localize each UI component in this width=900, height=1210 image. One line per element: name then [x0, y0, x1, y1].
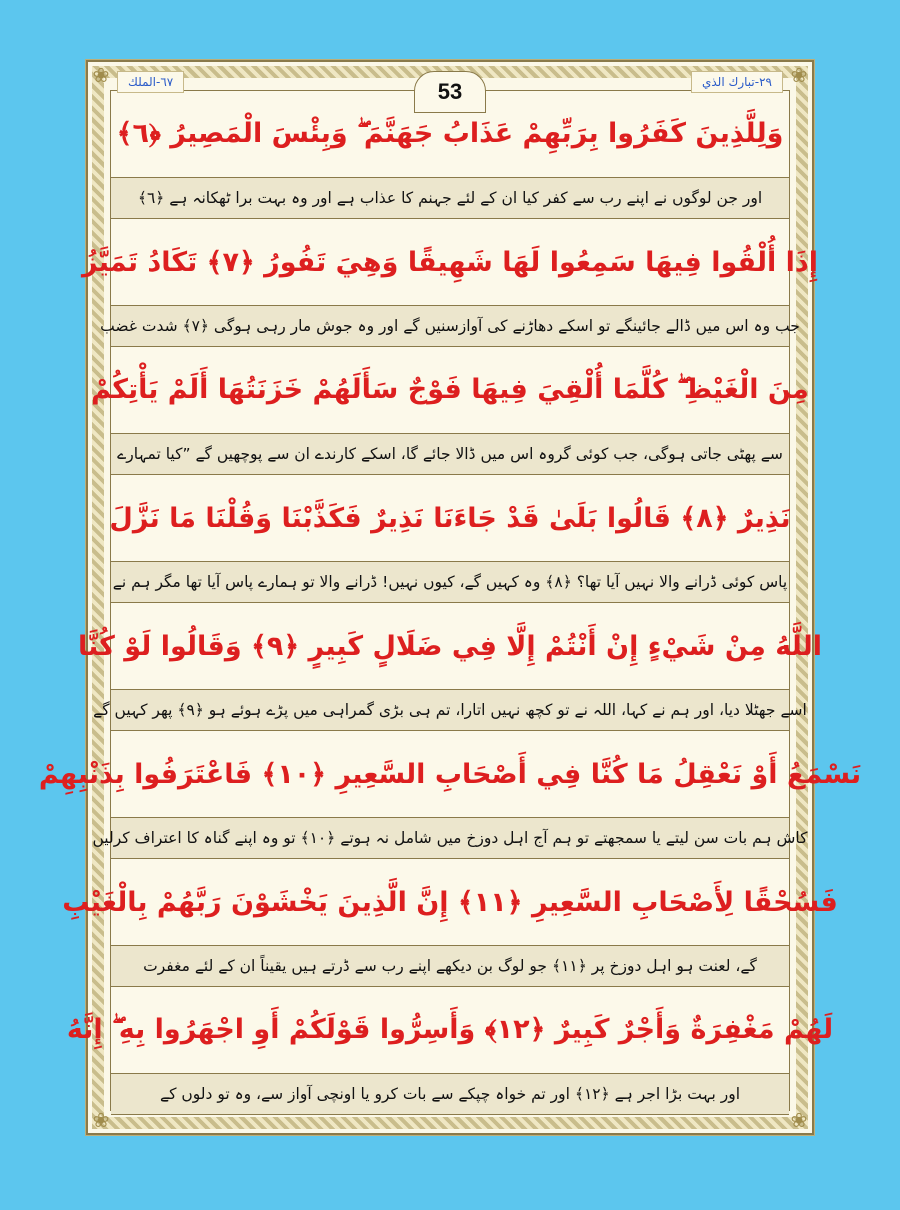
urdu-translation-line: اسے جھٹلا دیا، اور ہم نے کہا، اللہ نے تو کچھ نہیں اتارا، تم ہی بڑی گمراہی میں پڑے ہوئے ہو ﴿٩﴾ پھر کہیں گے: [111, 689, 789, 731]
arabic-verse-line: وَلِلَّذِينَ كَفَرُوا بِرَبِّهِمْ عَذَابُ جَهَنَّمَ ۖ وَبِئْسَ الْمَصِيرُ ﴿٦﴾: [116, 118, 784, 149]
arabic-verse-line: لَهُمْ مَغْفِرَةٌ وَأَجْرٌ كَبِيرٌ ﴿١٢﴾ وَأَسِرُّوا قَوْلَكُمْ أَوِ اجْهَرُوا بِهِ ۖ إِنَّهُ: [66, 1014, 834, 1045]
urdu-translation-line: پاس کوئی ڈرانے والا نہیں آیا تھا؟ ﴿٨﴾ وہ کہیں گے، کیوں نہیں! ڈرانے والا تو ہمارے پاس آیا تھا مگر ہم نے: [111, 561, 789, 603]
corner-ornament-icon: ❀: [790, 1108, 808, 1132]
arabic-verse-line: فَسُحْقًا لِأَصْحَابِ السَّعِيرِ ﴿١١﴾ إِنَّ الَّذِينَ يَخْشَوْنَ رَبَّهُمْ بِالْغَيْبِ: [62, 886, 838, 918]
urdu-translation-line: جب وہ اس میں ڈالے جائینگے تو اسکے دھاڑنے کی آوازسنیں گے اور وہ جوش مار رہی ہوگی ﴿٧﴾ شدت غضب: [111, 305, 789, 347]
arabic-verse-line: اللَّهُ مِنْ شَيْءٍ إِنْ أَنْتُمْ إِلَّا فِي ضَلَالٍ كَبِيرٍ ﴿٩﴾ وَقَالُوا لَوْ كُنَّا: [77, 630, 823, 662]
arabic-verse-line: إِذَا أُلْقُوا فِيهَا سَمِعُوا لَهَا شَهِيقًا وَهِيَ تَفُورُ ﴿٧﴾ تَكَادُ تَمَيَّزُ: [81, 246, 819, 278]
corner-ornament-icon: ❀: [92, 1108, 110, 1132]
arabic-verse-line: نَذِيرٌ ﴿٨﴾ قَالُوا بَلَىٰ قَدْ جَاءَنَا نَذِيرٌ فَكَذَّبْنَا وَقُلْنَا مَا نَزَّلَ: [109, 502, 791, 534]
urdu-translation-line: گے، لعنت ہو اہل دوزخ پر ﴿١١﴾ جو لوگ بن دیکھے اپنے رب سے ڈرتے ہیں یقیناً ان کے لئے مغفرت: [111, 945, 789, 987]
corner-ornament-icon: ❀: [790, 63, 808, 87]
urdu-translation-line: اور جن لوگوں نے اپنے رب سے کفر کیا ان کے لئے جہنم کا عذاب ہے اور وہ بہت برا ٹھکانہ ہے ﴿٦﴾: [111, 177, 789, 219]
page-frame: [38, 60, 862, 1135]
surah-label: ٦٧-الملك: [117, 71, 184, 93]
corner-ornament-icon: ❀: [92, 63, 110, 87]
urdu-translation-line: کاش ہم بات سن لیتے یا سمجھتے تو ہم آج اہل دوزخ میں شامل نہ ہوتے ﴿١٠﴾ تو وہ اپنے گناہ کا اعتراف کرلیں: [111, 817, 789, 859]
arabic-verse-line: نَسْمَعُ أَوْ نَعْقِلُ مَا كُنَّا فِي أَصْحَابِ السَّعِيرِ ﴿١٠﴾ فَاعْتَرَفُوا بِذَنْبِهِمْ: [38, 758, 862, 790]
arabic-verse-line: مِنَ الْغَيْظِ ۖ كُلَّمَا أُلْقِيَ فِيهَا فَوْجٌ سَأَلَهُمْ خَزَنَتُهَا أَلَمْ يَأْتِكُمْ: [91, 374, 809, 405]
text-panel: [38, 75, 862, 1111]
page-number: 53: [414, 71, 486, 113]
urdu-translation-line: سے پھٹی جاتی ہوگی، جب کوئی گروہ اس میں ڈالا جائے گا، اسکے کارندے ان سے پوچھیں گے ”کیا تمہارے: [111, 433, 789, 475]
juz-label: ٢٩-تبارك الذي: [691, 71, 783, 93]
urdu-translation-line: اور بہت بڑا اجر ہے ﴿١٢﴾ اور تم خواہ چپکے سے بات کرو یا اونچی آواز سے، وہ تو دلوں کے: [111, 1073, 789, 1115]
verse-list: [38, 91, 862, 1110]
